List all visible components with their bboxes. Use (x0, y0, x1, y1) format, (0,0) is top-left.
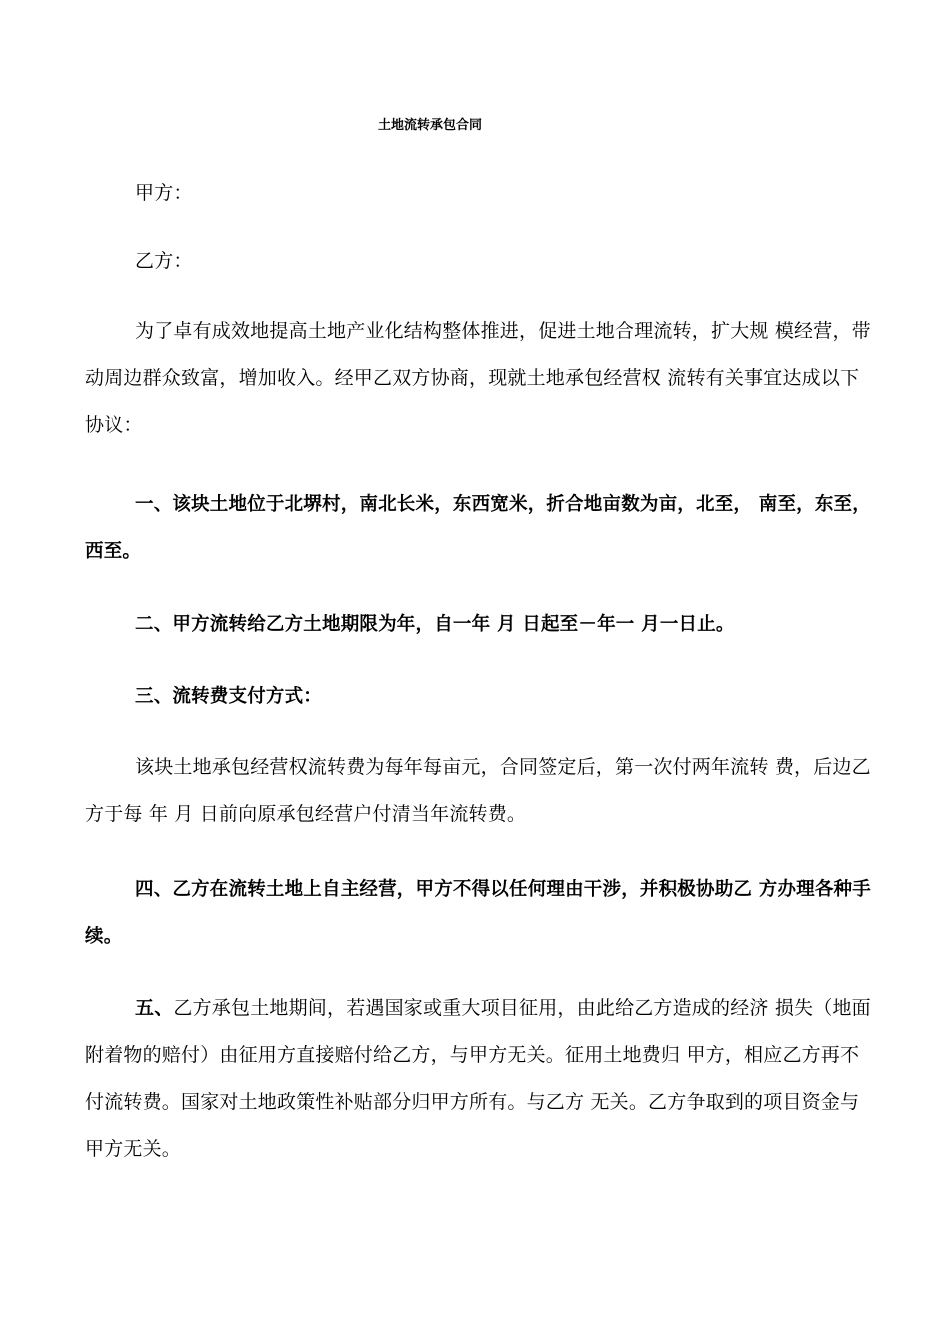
clause-5-prefix: 五、 (135, 997, 174, 1019)
clause-3-body: 该块土地承包经营权流转费为每年每亩元，合同签定后，第一次付两年流转 费，后边乙方于每 年 月 日前向原承包经营户付清当年流转费。 (85, 756, 871, 825)
party-a-line: 甲方： (135, 182, 193, 204)
clause-4: 四、乙方在流转土地上自主经营，甲方不得以任何理由干涉，并积极协助乙 方办理各种手续。 (85, 879, 871, 947)
clause-3-heading: 三、流转费支付方式： (135, 686, 323, 707)
clause-1: 一、该块土地位于北堺村，南北长米，东西宽米，折合地亩数为亩，北至， 南至，东至，西至。 (85, 494, 871, 562)
clause-5-body: 乙方承包土地期间，若遇国家或重大项目征用，由此给乙方造成的经济 损失（地面附着物的赔付）由征用方直接赔付给乙方，与甲方无关。征用土地费归 甲方，相应乙方再不付流转费。国家对土地政策性补贴部分归甲方所有。与乙方 无关。乙方争取到的项目资金与甲方无关。 (85, 997, 871, 1160)
party-b-line: 乙方： (135, 250, 193, 272)
clause-5 (85, 985, 877, 1173)
document-title: 土地流转承包合同 (377, 118, 482, 133)
intro-paragraph: 为了卓有成效地提高土地产业化结构整体推进，促进土地合理流转，扩大规 模经营，带动周边群众致富，增加收入。经甲乙双方协商，现就土地承包经营权 流转有关事宜达成以下协议： (85, 320, 871, 436)
clause-2: 二、甲方流转给乙方土地期限为年，自一年 月 日起至－年一 月一日止。 (135, 614, 735, 635)
